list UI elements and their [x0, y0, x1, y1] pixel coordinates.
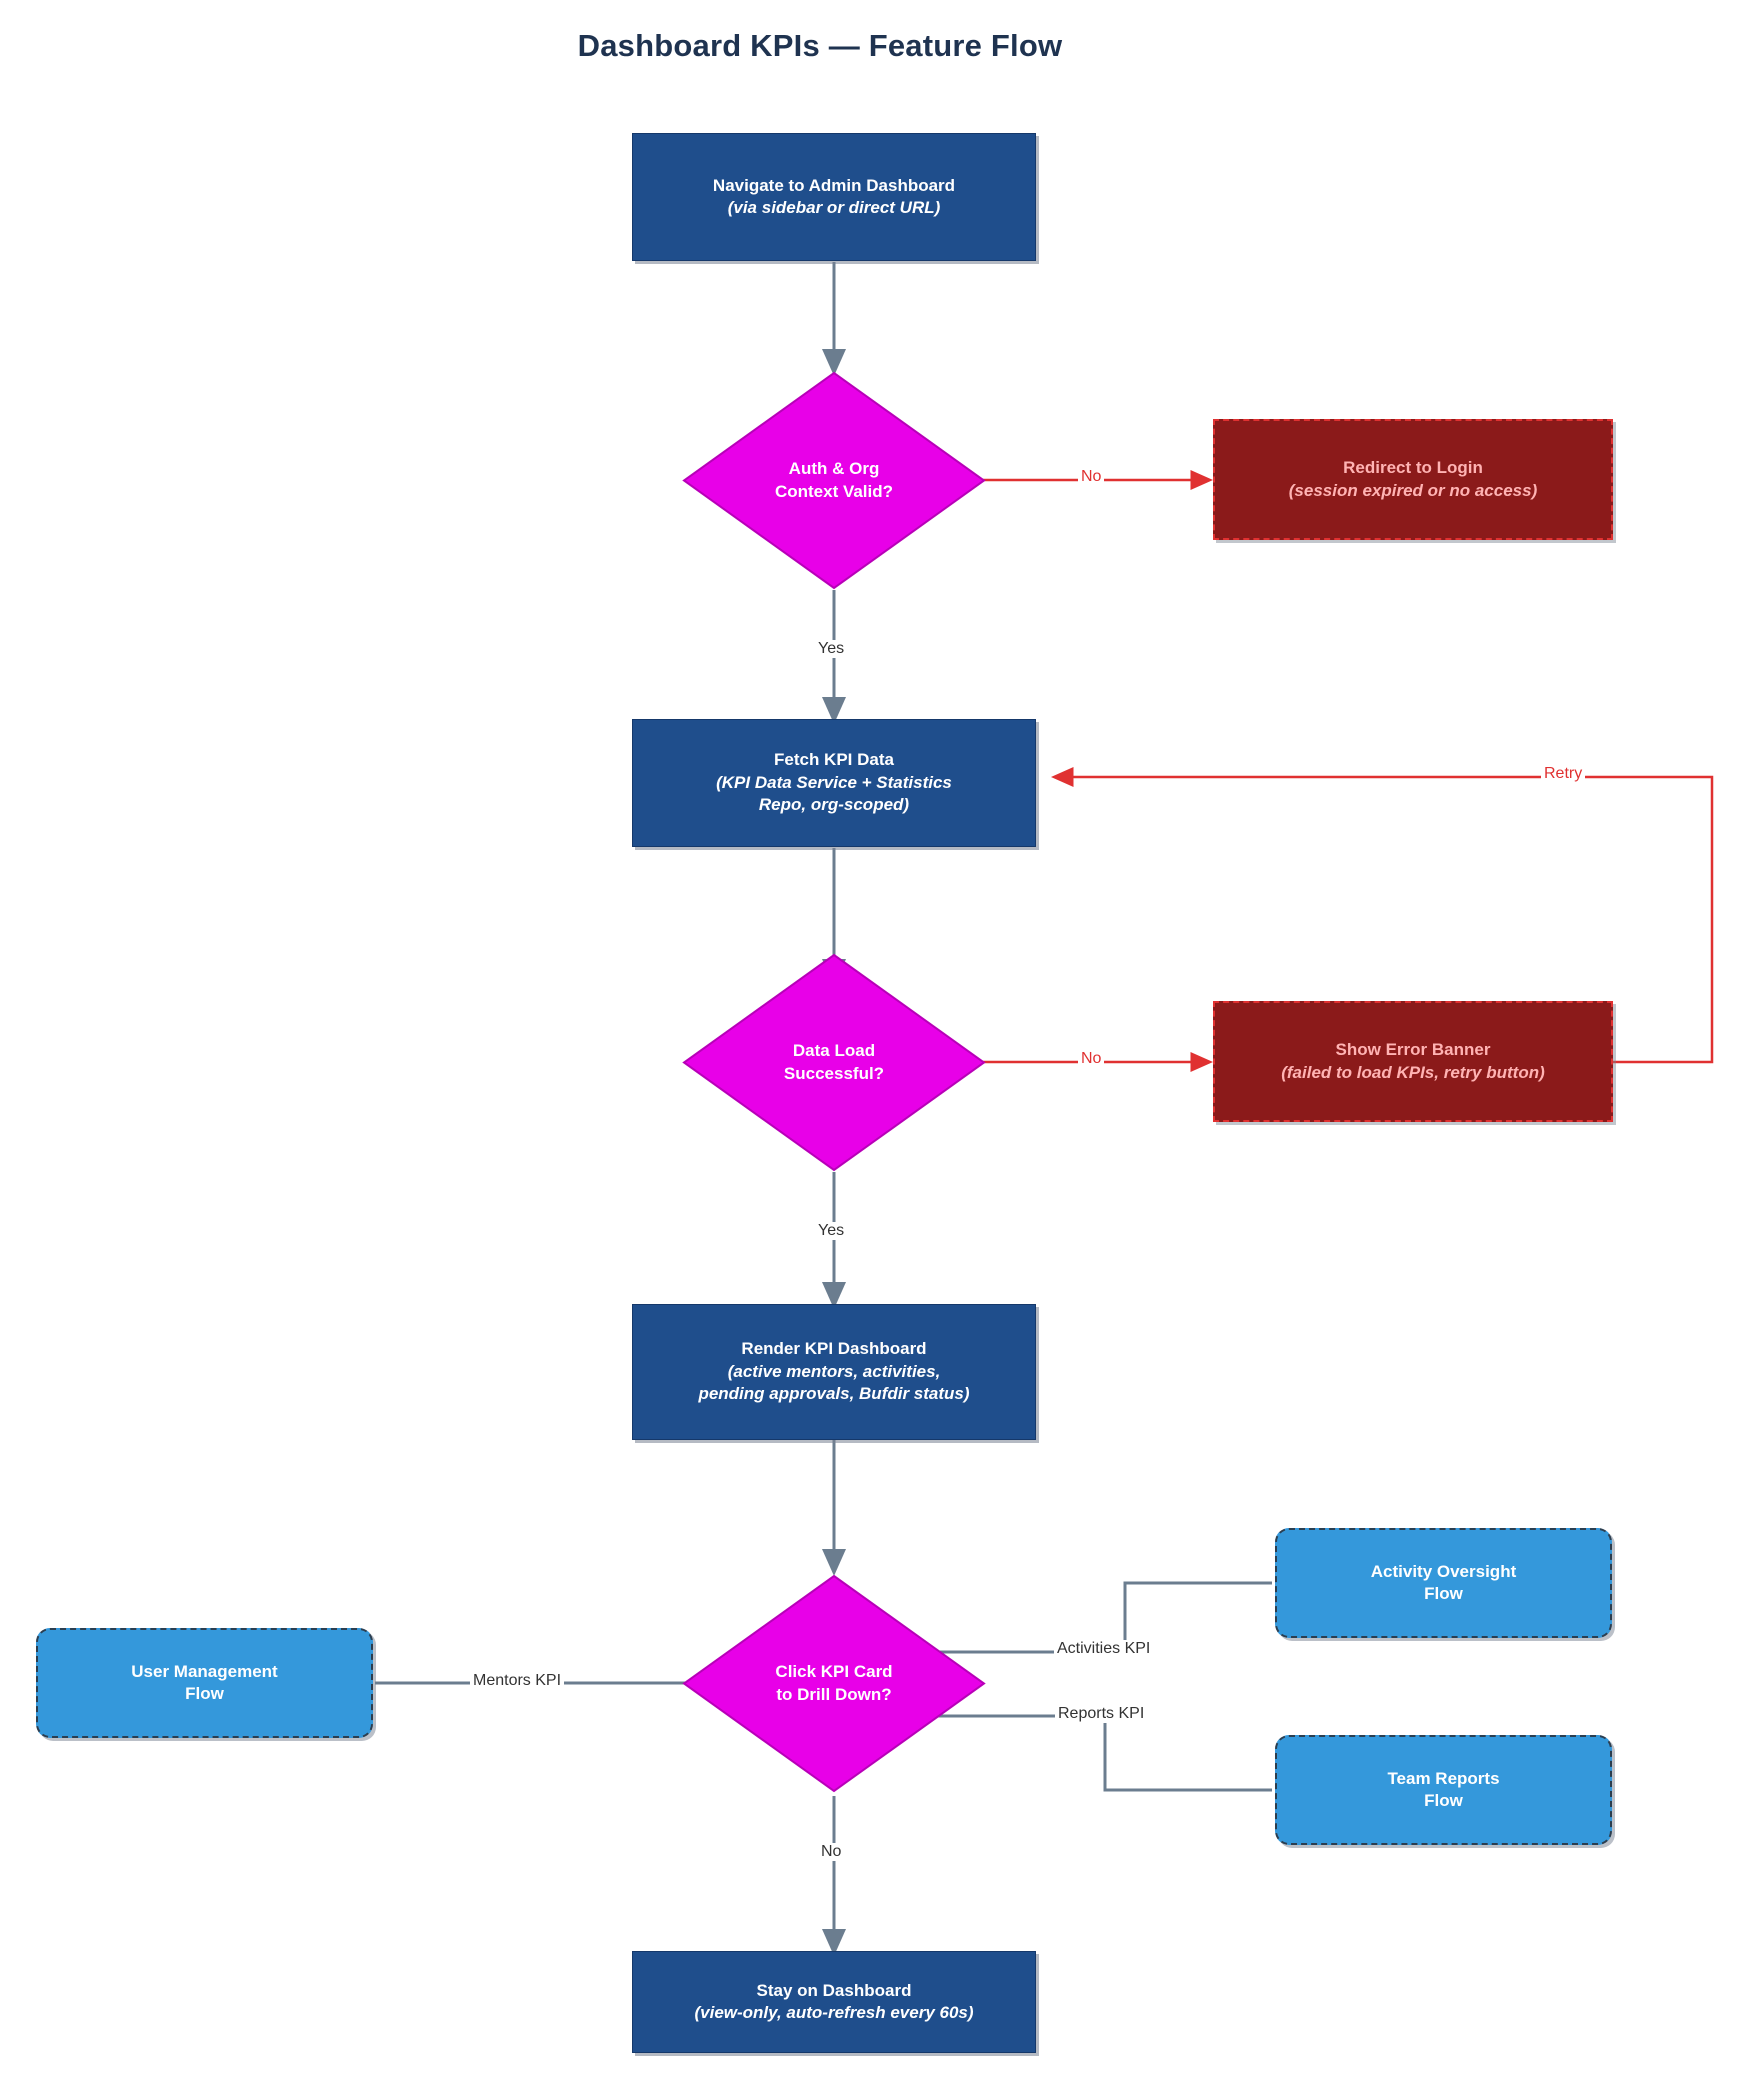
- node-activity-line2: Flow: [1424, 1584, 1463, 1603]
- node-drill-down-decision[interactable]: [682, 1574, 986, 1793]
- node-errorbanner-line1: Show Error Banner: [1335, 1040, 1491, 1060]
- edge-label-mentors-kpi: Mentors KPI: [470, 1672, 564, 1690]
- node-user-management-flow[interactable]: [36, 1628, 373, 1738]
- node-fetch-kpi-data[interactable]: [632, 719, 1036, 847]
- node-render-line2: (active mentors, activities,: [727, 1361, 941, 1381]
- node-redirect-line2: (session expired or no access): [1288, 480, 1538, 500]
- edge-label-load-yes: Yes: [815, 1222, 847, 1240]
- edge-label-load-no: No: [1078, 1050, 1104, 1068]
- node-fetch-line1: Fetch KPI Data: [774, 750, 894, 770]
- node-activity-oversight-flow[interactable]: [1275, 1528, 1612, 1638]
- node-fetch-line3: Repo, org-scoped): [758, 795, 910, 815]
- edge-label-reports-kpi: Reports KPI: [1055, 1705, 1147, 1723]
- node-teamreports-line2: Flow: [1424, 1791, 1463, 1810]
- node-navigate-line1: Navigate to Admin Dashboard: [712, 175, 956, 195]
- node-fetch-line2: (KPI Data Service + Statistics: [716, 772, 952, 792]
- node-navigate-line2: (via sidebar or direct URL): [727, 198, 941, 217]
- edge-label-drill-no: No: [818, 1843, 844, 1861]
- node-stay-on-dashboard[interactable]: [632, 1951, 1036, 2053]
- node-redirect-line1: Redirect to Login: [1343, 458, 1483, 478]
- node-auth-line1: Auth & Org: [788, 458, 880, 478]
- edge-label-retry: Retry: [1541, 765, 1585, 783]
- node-dataload-line1: Data Load: [792, 1040, 876, 1060]
- node-render-line1: Render KPI Dashboard: [741, 1339, 927, 1359]
- node-stay-line2: (view-only, auto-refresh every 60s): [694, 2003, 974, 2022]
- node-auth-context-decision[interactable]: [682, 371, 986, 590]
- node-drill-line2: to Drill Down?: [776, 1684, 892, 1704]
- node-usermgmt-line2: Flow: [185, 1684, 224, 1703]
- node-navigate-to-admin-dashboard[interactable]: [632, 133, 1036, 261]
- node-render-line3: pending approvals, Bufdir status): [698, 1384, 970, 1404]
- node-redirect-to-login[interactable]: [1213, 419, 1613, 540]
- node-teamreports-line1: Team Reports: [1387, 1768, 1500, 1788]
- node-auth-line2: Context Valid?: [774, 481, 894, 501]
- node-team-reports-flow[interactable]: [1275, 1735, 1612, 1845]
- node-data-load-decision[interactable]: [682, 953, 986, 1172]
- page-title: Dashboard KPIs — Feature Flow: [577, 28, 1063, 63]
- node-drill-line1: Click KPI Card: [775, 1661, 893, 1681]
- node-usermgmt-line1: User Management: [131, 1661, 278, 1681]
- edge-label-auth-yes: Yes: [815, 640, 847, 658]
- node-render-kpi-dashboard[interactable]: [632, 1304, 1036, 1440]
- node-stay-line1: Stay on Dashboard: [756, 1980, 912, 2000]
- node-errorbanner-line2: (failed to load KPIs, retry button): [1281, 1062, 1545, 1082]
- node-dataload-line2: Successful?: [783, 1063, 885, 1083]
- edge-label-auth-no: No: [1078, 468, 1104, 486]
- edge-label-activities-kpi: Activities KPI: [1054, 1640, 1153, 1658]
- node-show-error-banner[interactable]: [1213, 1001, 1613, 1122]
- node-activity-line1: Activity Oversight: [1370, 1561, 1517, 1581]
